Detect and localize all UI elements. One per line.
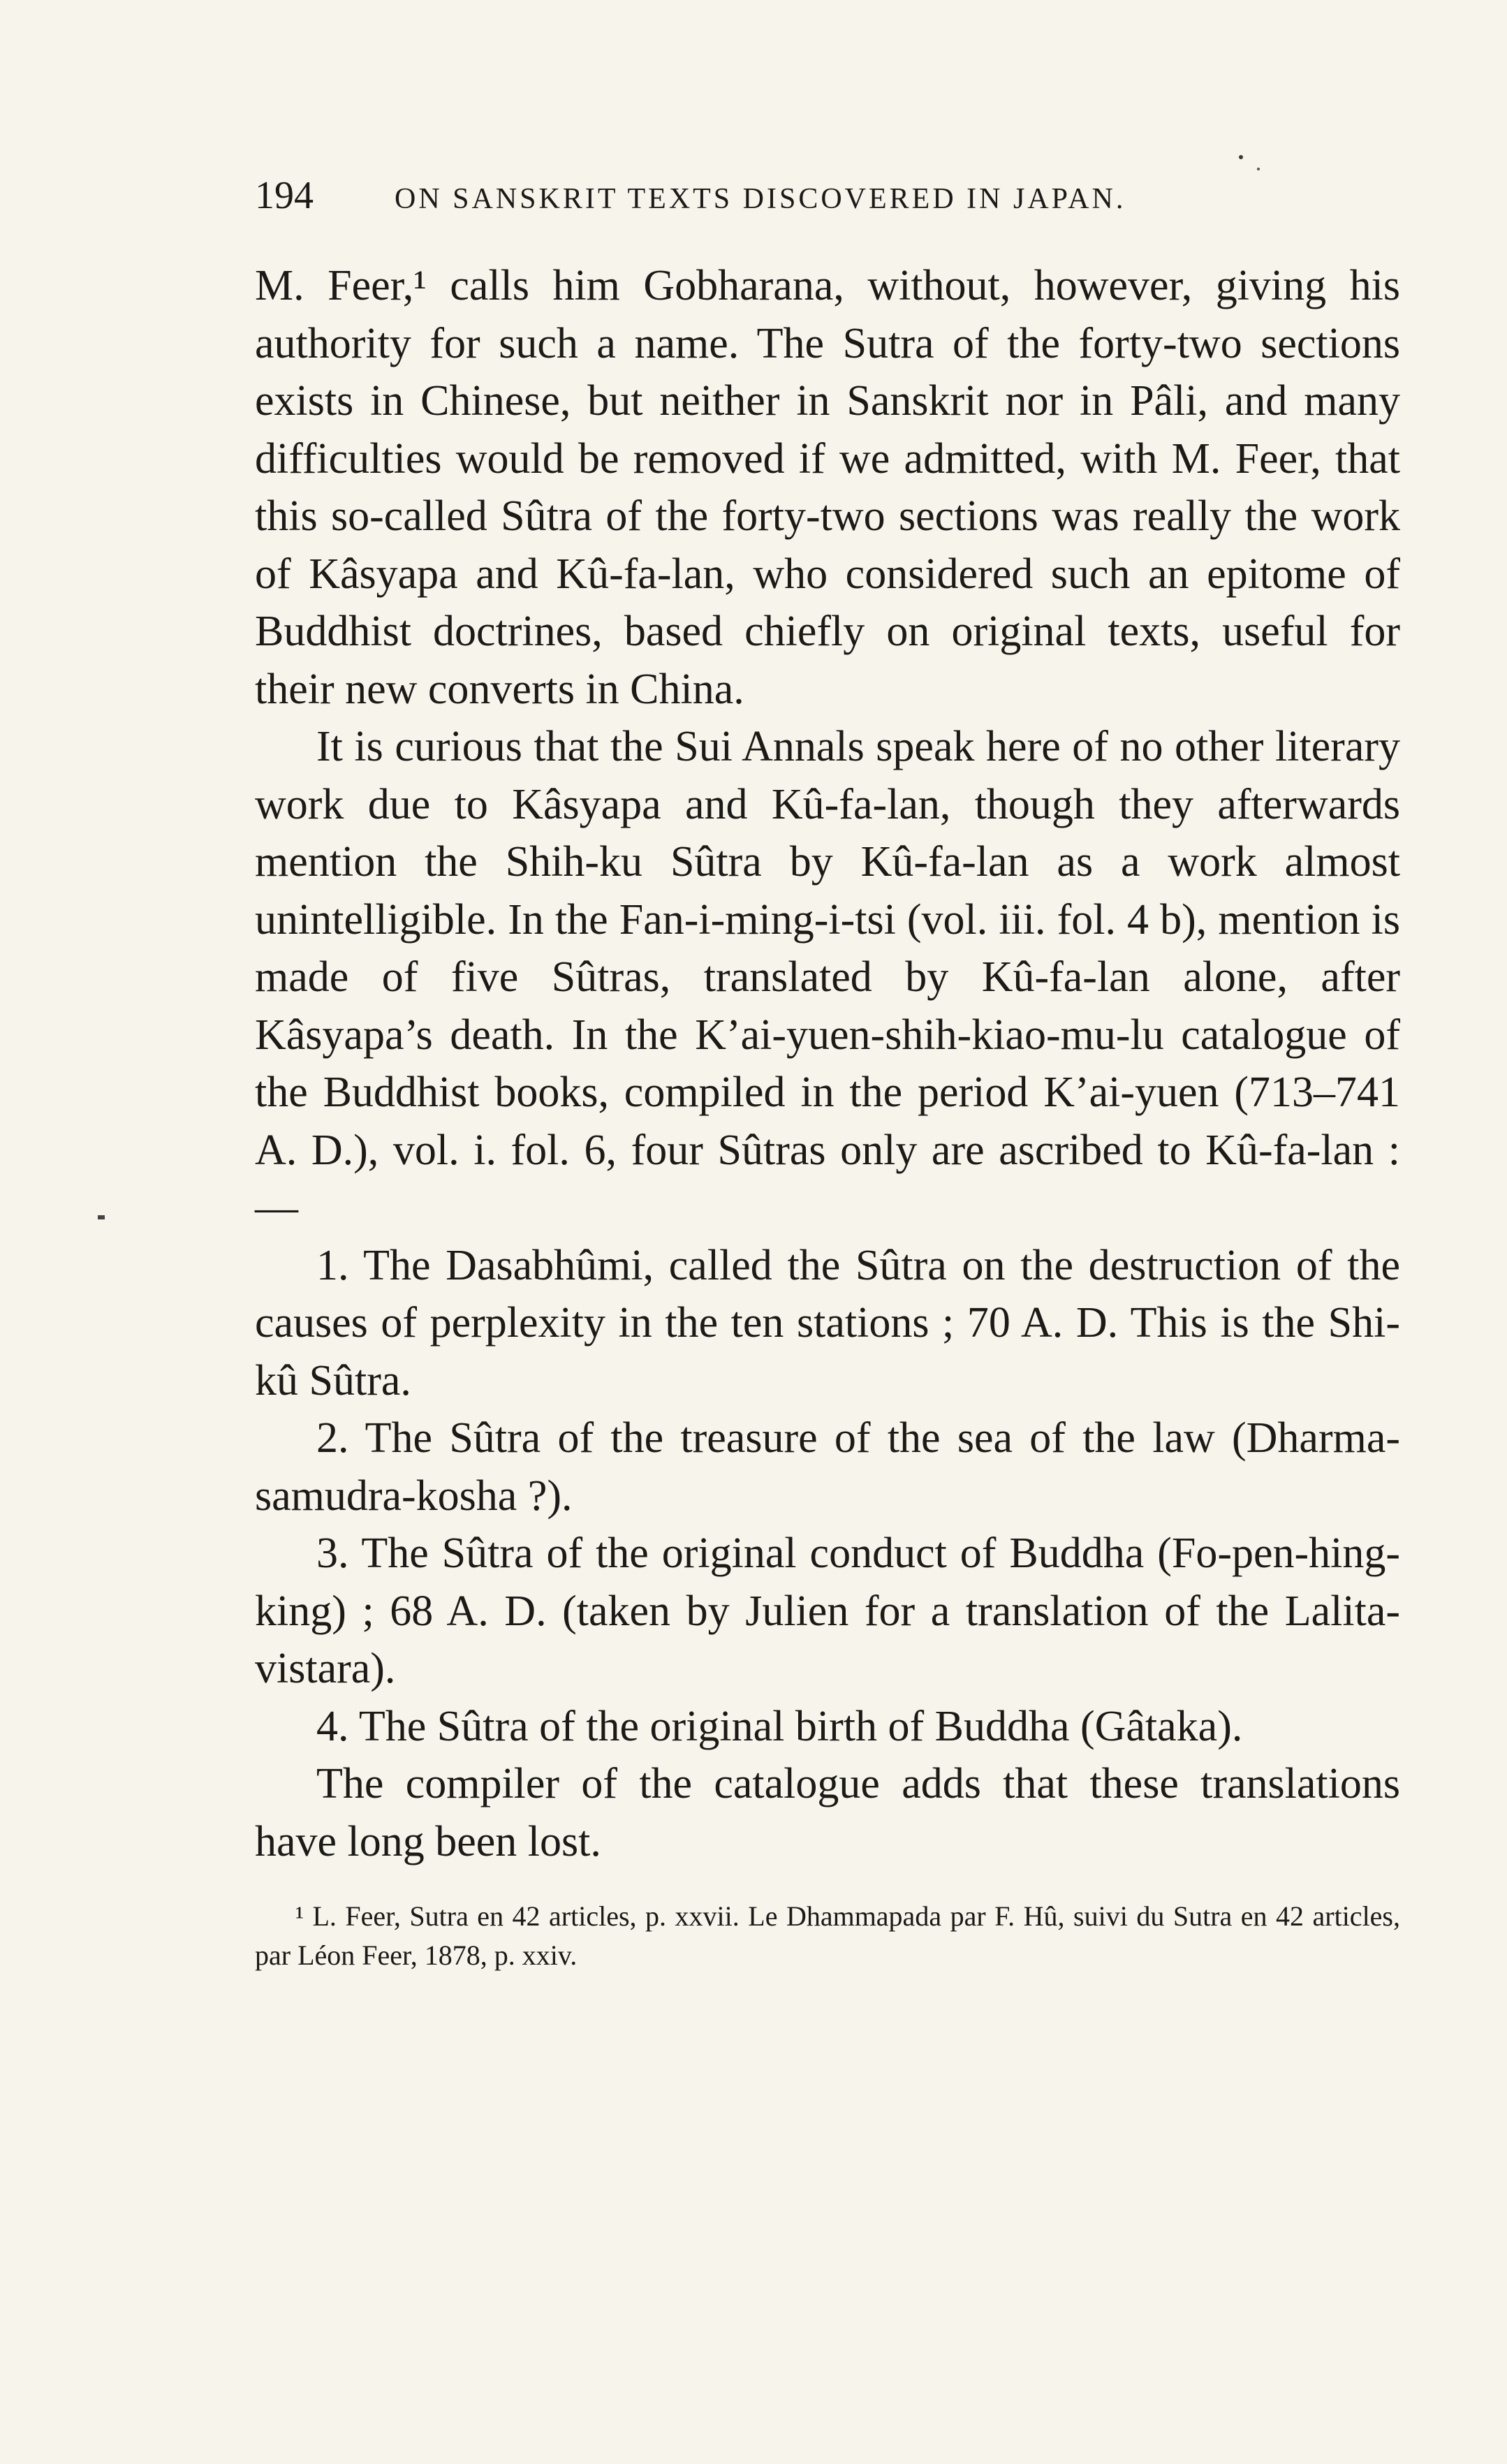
page-header <box>255 173 1400 257</box>
list-item: 4. The Sûtra of the original birth of Buddha (Gâtaka). <box>316 1702 1243 1750</box>
margin-mark <box>98 1215 105 1219</box>
footnote: ¹ L. Feer, Sutra en 42 articles, p. xxvii. Le Dhammapada par F. Hû, suivi du Sutra en 42 articles, par Léon Feer, 1878, p. xxiv. <box>255 1900 1400 1971</box>
page-number: 194 <box>255 174 314 217</box>
paragraph: M. Feer,¹ calls him Gobharana, without, however, giving his authority for such a name. The Sutra of the forty-two sections exists in Chinese, but neither in Sanskrit nor in Pâli, and many difficulties would be removed if we admitted, with M. Feer, that this so-called Sûtra of the forty-two sections was really the work of Kâsyapa and Kû-fa-lan, who considered such an epitome of Buddhist doctrines, based chiefly on original texts, useful for their new converts in China. <box>255 262 1400 713</box>
ink-speck <box>1257 168 1260 170</box>
ink-speck <box>1239 155 1243 159</box>
list-item: 2. The Sûtra of the treasure of the sea of the law (Dharma-samudra-kosha ?). <box>255 1414 1400 1520</box>
list-item: 1. The Dasabhûmi, called the Sûtra on the destruction of the causes of perplexity in the ten stations ; 70 A. D. This is the Shi-kû Sûtra. <box>255 1241 1400 1405</box>
page <box>255 173 1400 1975</box>
paragraph: It is curious that the Sui Annals speak here of no other literary work due to Kâsyapa and Kû-fa-lan, though they afterwards mention the Shih-ku Sûtra by Kû-fa-lan as a work almost unintelligible. In the Fan-i-ming-i-tsi (vol. iii. fol. 4 b), mention is made of five Sûtras, translated by Kû-fa-lan alone, after Kâsyapa’s death. In the K’ai-yuen-shih-kiao-mu-lu catalogue of the Buddhist books, compiled in the period K’ai-yuen (713–741 A. D.), vol. i. fol. 6, four Sûtras only are ascribed to Kû-fa-lan : — <box>255 723 1400 1231</box>
paragraph: The compiler of the catalogue adds that these translations have long been lost. <box>255 1760 1400 1865</box>
list-item: 3. The Sûtra of the original conduct of Buddha (Fo-pen-hing-king) ; 68 A. D. (taken by Julien for a translation of the Lalita-vistara). <box>255 1530 1400 1692</box>
running-title: ON SANSKRIT TEXTS DISCOVERED IN JAPAN. <box>395 183 1126 215</box>
body-text <box>255 257 1400 1870</box>
